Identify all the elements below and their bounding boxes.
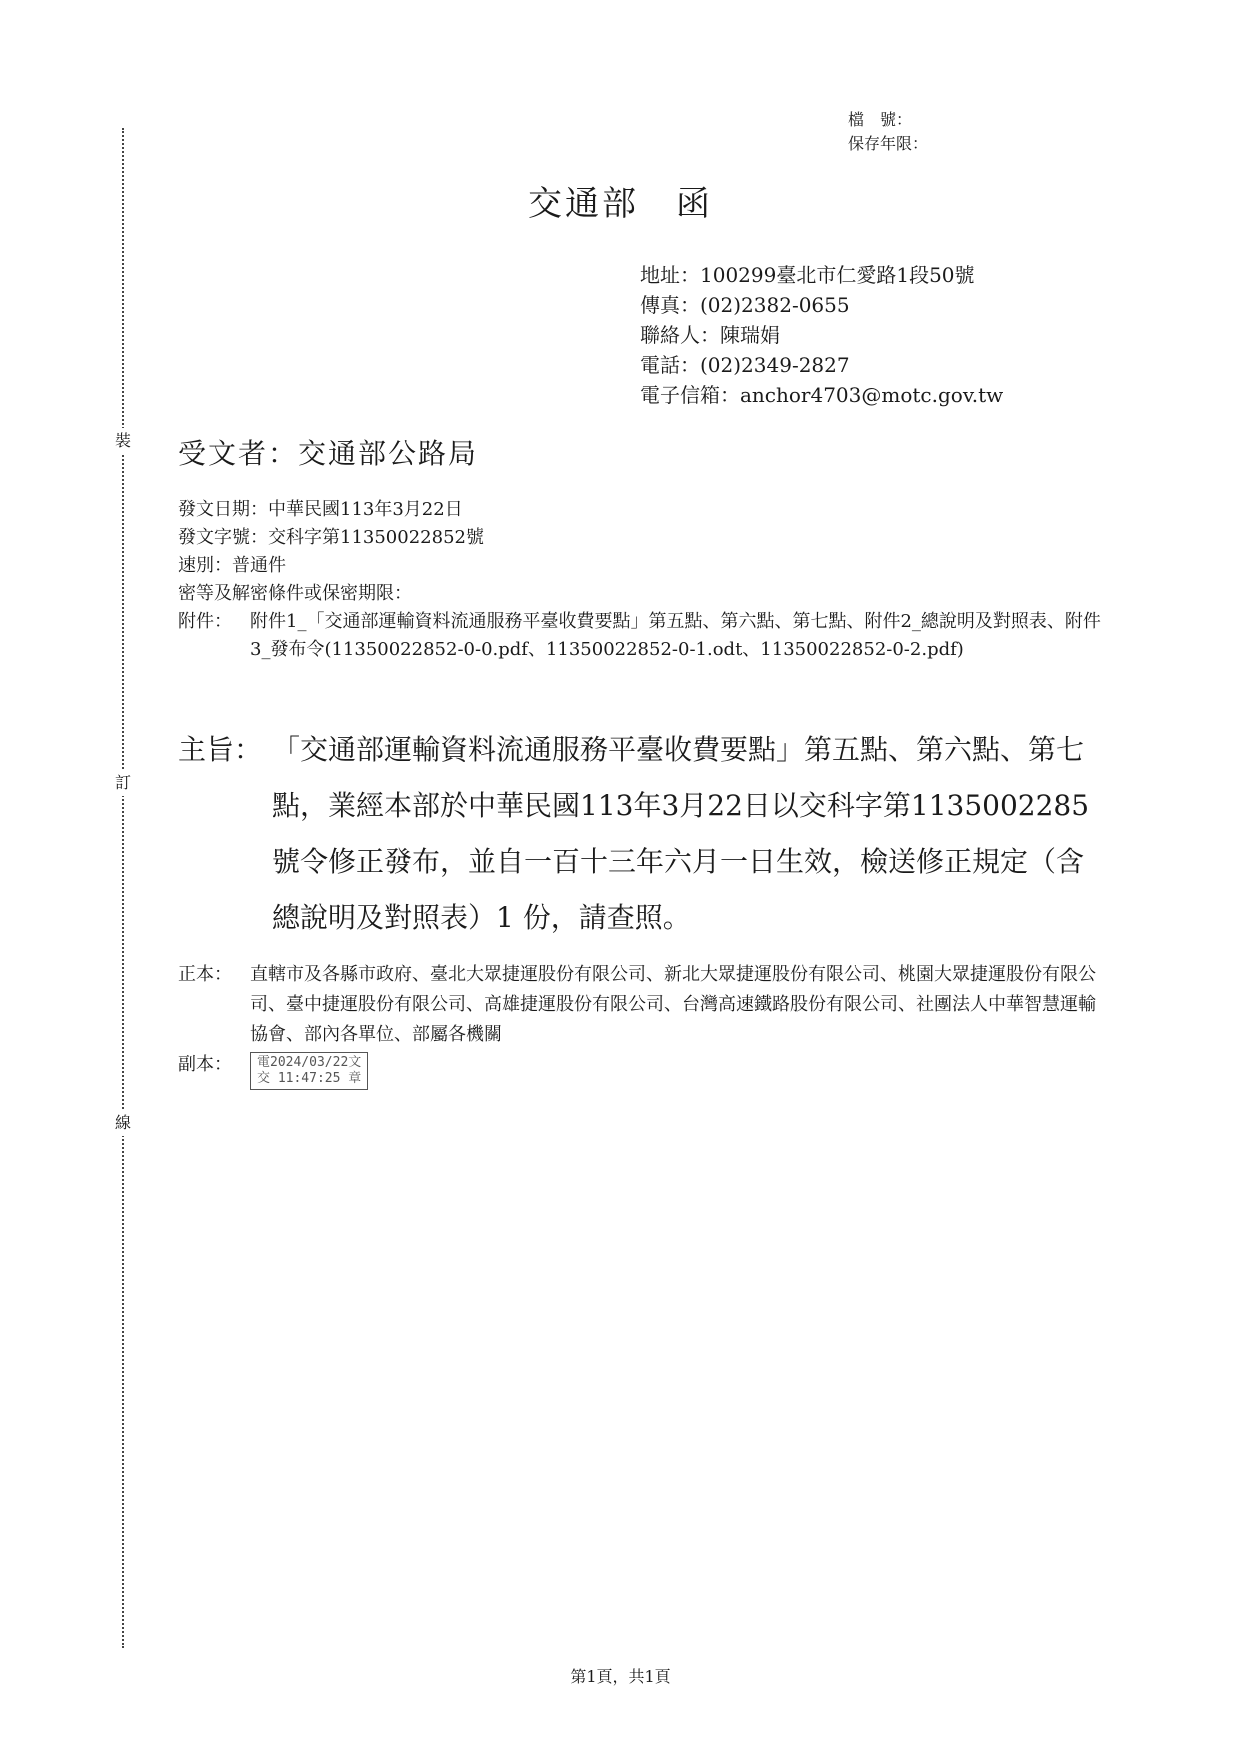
original-recipients <box>178 960 1108 1050</box>
sender-info <box>640 260 1003 410</box>
distribution <box>178 960 1108 1090</box>
sender-fax: 傳真：(02)2382-0655 <box>640 293 850 317</box>
binding-mark-top: 裝 <box>110 428 136 454</box>
binding-line <box>122 128 124 1648</box>
secrecy-level: 密等及解密條件或保密期限： <box>178 583 412 604</box>
subject-text: 「交通部運輸資料流通服務平臺收費要點」第五點、第六點、第七點，業經本部於中華民國113年3月22日以交科字第1135002285號令修正發布，並自一百十三年六月一日生效，檢送修正規定（含總說明及對照表）1 份，請查照。 <box>272 733 1090 934</box>
receiver: 受文者：交通部公路局 <box>178 437 479 470</box>
stamp-line-2: 交 11:47:25 章 <box>257 1071 362 1086</box>
attachments-text: 附件1_「交通部運輸資料流通服務平臺收費要點」第五點、第六點、第七點、附件2_總說明及對照表、附件3_發布令(11350022852-0-0.pdf、11350022852-0-1.odt、11350022852-0-2.pdf) <box>250 611 1101 660</box>
file-meta <box>848 108 928 156</box>
sender-contact: 聯絡人：陳瑞娟 <box>640 323 780 347</box>
copy-recipients <box>178 1050 1108 1090</box>
delivery-speed: 速別：普通件 <box>178 555 286 576</box>
document-title: 交通部 函 <box>528 184 713 224</box>
issue-date: 發文日期：中華民國113年3月22日 <box>178 499 463 520</box>
issue-number: 發文字號：交科字第11350022852號 <box>178 527 484 548</box>
sender-phone: 電話：(02)2349-2827 <box>640 353 850 377</box>
subject <box>178 722 1108 946</box>
document-meta <box>178 496 1108 664</box>
file-number-label: 檔 號： <box>848 110 913 129</box>
page-footer: 第1頁，共1頁 <box>570 1667 671 1686</box>
binding-mark-middle: 訂 <box>110 770 136 796</box>
original-label: 正本： <box>178 964 232 985</box>
sender-address: 地址：100299臺北市仁愛路1段50號 <box>640 263 975 287</box>
attachments-label: 附件： <box>178 611 232 632</box>
attachments <box>178 608 1108 664</box>
retention-label: 保存年限： <box>848 134 929 153</box>
binding-mark-bottom: 線 <box>110 1110 136 1136</box>
sender-email: 電子信箱：anchor4703@motc.gov.tw <box>640 383 1004 407</box>
copy-label: 副本： <box>178 1054 232 1075</box>
subject-label: 主旨： <box>178 733 263 766</box>
original-text: 直轄市及各縣市政府、臺北大眾捷運股份有限公司、新北大眾捷運股份有限公司、桃園大眾捷運股份有限公司、臺中捷運股份有限公司、高雄捷運股份有限公司、台灣高速鐵路股份有限公司、社團法人中華智慧運輸協會、部內各單位、部屬各機關 <box>250 964 1096 1045</box>
stamp-line-1: 電2024/03/22文 <box>257 1055 362 1070</box>
electronic-seal-stamp <box>250 1052 368 1090</box>
